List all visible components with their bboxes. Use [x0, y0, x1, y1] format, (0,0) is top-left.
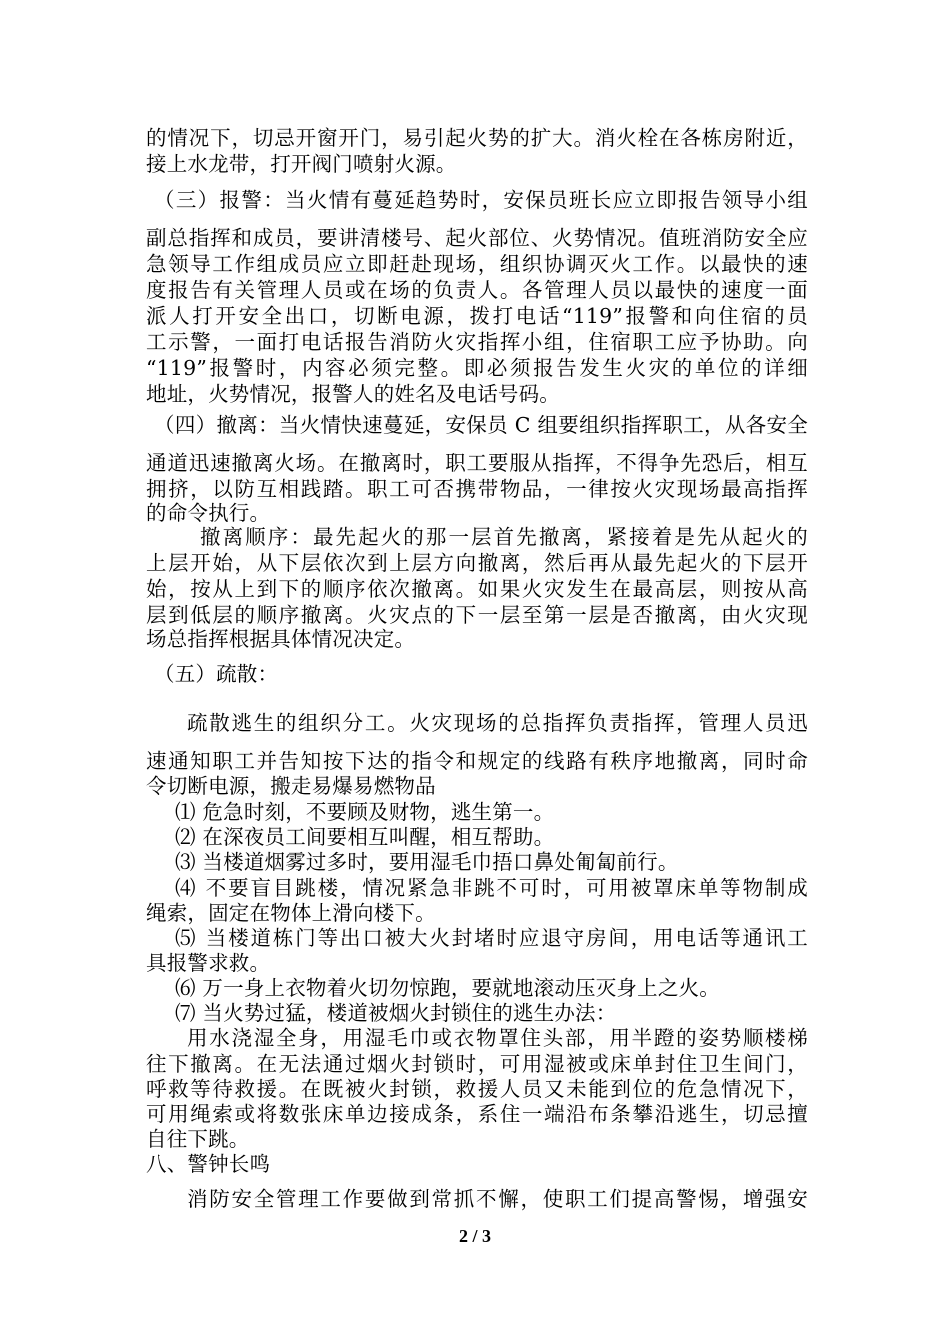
list-item: ⑹ 万一身上衣物着火切勿惊跑，要就地滚动压灭身上之火。	[175, 976, 720, 1000]
text-line: 令切断电源，搬走易爆易燃物品	[146, 774, 436, 798]
text-line: 具报警求救。	[146, 951, 271, 975]
text-line: 接上水龙带，打开阀门喷射火源。	[146, 152, 457, 176]
text-line: 往下撤离。在无法通过烟火封锁时，可用湿被或床单封住卫生间门，	[146, 1052, 808, 1076]
list-item: ⑷ 不要盲目跳楼，情况紧急非跳不可时，可用被罩床单等物制成	[175, 876, 808, 900]
text-line: “119”报警时，内容必须完整。即必须报告发生火灾的单位的详细	[146, 356, 808, 380]
text-line: 疏散逃生的组织分工。火灾现场的总指挥负责指挥，管理人员迅	[187, 711, 808, 735]
text-line: 消防安全管理工作要做到常抓不懈，使职工们提高警惕，增强安	[187, 1187, 808, 1211]
section-heading-disperse: （五）疏散：	[154, 662, 279, 686]
text-line: 呼救等待救援。在既被火封锁，救援人员又未能到位的危急情况下，	[146, 1077, 808, 1101]
text-line: 急领导工作组成员应立即赶赴现场，组织协调灭火工作。以最快的速	[146, 252, 808, 276]
text-line: 始，按从上到下的顺序依次撤离。如果火灾发生在最高层，则按从高	[146, 577, 808, 601]
section-heading-alarm: （三）报警：当火情有蔓延趋势时，安保员班长应立即报告领导小组	[154, 188, 808, 212]
text-line: 度报告有关管理人员或在场的负责人。各管理人员以最快的速度一面	[146, 278, 808, 302]
text-line: 的命令执行。	[146, 501, 271, 525]
text-line: 地址，火势情况，报警人的姓名及电话号码。	[146, 382, 560, 406]
text-line: 自往下跳。	[146, 1127, 250, 1151]
page-number: 2 / 3	[458, 1226, 491, 1246]
list-item: ⑸ 当楼道栋门等出口被大火封堵时应退守房间，用电话等通讯工	[175, 926, 808, 950]
text-line: 速通知职工并告知按下达的指令和规定的线路有秩序地撤离，同时命	[146, 749, 808, 773]
text-line: 场总指挥根据具体情况决定。	[146, 627, 416, 651]
text-line: 副总指挥和成员，要讲清楼号、起火部位、火势情况。值班消防安全应	[146, 226, 808, 250]
text-line: 用水浇湿全身，用湿毛巾或衣物罩住头部，用半蹬的姿势顺楼梯	[187, 1026, 808, 1050]
list-item: ⑺ 当火势过猛，楼道被烟火封锁住的逃生办法：	[175, 1001, 617, 1025]
text-line: 拥挤，以防互相践踏。职工可否携带物品，一律按火灾现场最高指挥	[146, 477, 808, 501]
text-line: 撤离顺序：最先起火的那一层首先撤离，紧接着是先从起火的	[200, 525, 808, 549]
list-item: ⑴ 危急时刻，不要顾及财物，逃生第一。	[175, 800, 555, 824]
text-line: 的情况下，切忌开窗开门，易引起火势的扩大。消火栓在各栋房附近，	[146, 126, 808, 150]
text-line: 绳索，固定在物体上滑向楼下。	[146, 901, 436, 925]
text-line: 通道迅速撤离火场。在撤离时，职工要服从指挥，不得争先恐后，相互	[146, 451, 808, 475]
section-heading-evacuate: （四）撤离：当火情快速蔓延，安保员 C 组要组织指挥职工，从各安全	[154, 413, 808, 437]
text-line: 可用绳索或将数张床单边接成条，系住一端沿布条攀沿逃生，切忌擅	[146, 1102, 808, 1126]
list-item: ⑶ 当楼道烟雾过多时，要用湿毛巾捂口鼻处匍匐前行。	[175, 850, 679, 874]
text-line: 工示警，一面打电话报告消防火灾指挥小组，住宿职工应予协助。向	[146, 330, 808, 354]
text-line: 派人打开安全出口，切断电源，拨打电话“119”报警和向住宿的员	[146, 304, 808, 328]
text-line: 上层开始，从下层依次到上层方向撤离，然后再从最先起火的下层开	[146, 551, 808, 575]
section-heading-alarm-bell: 八、警钟长鸣	[146, 1152, 271, 1176]
text-line: 层到低层的顺序撤离。火灾点的下一层至第一层是否撤离，由火灾现	[146, 603, 808, 627]
list-item: ⑵ 在深夜员工间要相互叫醒，相互帮助。	[175, 825, 555, 849]
